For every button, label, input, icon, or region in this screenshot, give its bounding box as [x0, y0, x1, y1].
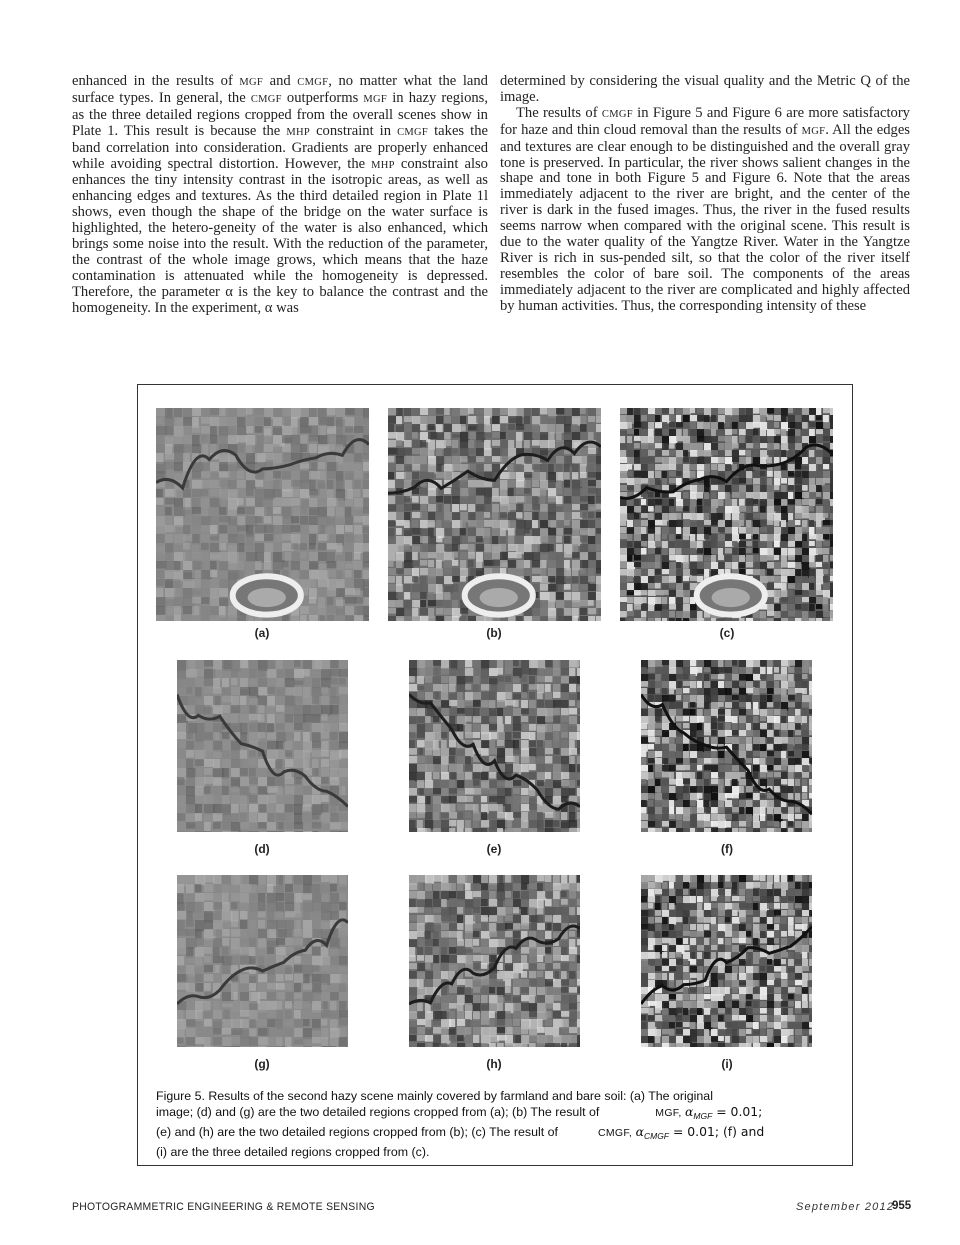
- text-line: immediately adjacent to the river are bright, and the center: [500, 186, 868, 203]
- text-line: in Figure 5 and Figure 6 are more: [632, 104, 839, 121]
- text-line: in hazy regions, as the three detailed regions cropped from: [72, 89, 488, 123]
- text-line: The results of: [516, 104, 602, 121]
- page-number: 955: [892, 1200, 912, 1212]
- satellite-image-e: [409, 660, 580, 832]
- figure-caption: [156, 1088, 822, 1160]
- text-line: CMGF: [397, 126, 429, 138]
- text-line: tone in both Figure 5 and Figure 6. Note that the areas: [566, 170, 911, 187]
- text-line: Yangtze River. Water in the Yangtze River is rich in sus-: [500, 234, 910, 266]
- text-line: the contrast of the whole image grows, which means that the: [72, 251, 455, 268]
- caption-line: [156, 1124, 822, 1144]
- text-line: of the river is dark in the fused images. Thus, the river in: [500, 186, 911, 219]
- caption-text: = 0.01; (f) and: [669, 1124, 765, 1139]
- text-line: geneity of the water is also enhanced, which brings some: [72, 220, 488, 253]
- text-line: the land surface types. In general, the: [72, 73, 488, 106]
- text-line: distinguished and the overall gray tone is preserved. In: [500, 138, 910, 171]
- text-line: color of bare soil. The components of the areas immediately: [500, 265, 910, 298]
- caption-line: [156, 1104, 822, 1124]
- satellite-image-h: [409, 875, 580, 1047]
- body-text-right-column: [500, 74, 910, 315]
- panel-label: (b): [486, 626, 502, 640]
- caption-text: image; (d) and (g) are the two detailed regions cropped from (a); (b) The result of: [156, 1105, 600, 1119]
- text-line: determined by considering the visual quality and the Metric: [500, 73, 856, 89]
- text-line: adjacent to the river are complicated and highly affected by: [500, 281, 910, 314]
- text-line: MHP: [371, 159, 395, 171]
- alpha-symbol: α: [635, 1124, 644, 1139]
- caption-text: = 0.01;: [712, 1104, 763, 1119]
- text-line: CMGF: [297, 77, 329, 88]
- text-line: MGF: [239, 77, 264, 88]
- text-line: MHP: [286, 126, 311, 138]
- text-line: detailed region in Plate 1l shows, even though the shape of: [72, 188, 489, 221]
- text-line: satisfactory for haze and thin cloud removal than the results: [500, 104, 910, 138]
- text-line: CMGF: [250, 93, 282, 105]
- satellite-image-b: [388, 408, 601, 621]
- caption-line: (i) are the three detailed regions cropped from (c).: [156, 1145, 430, 1159]
- panel-label: (h): [486, 1057, 502, 1071]
- text-line: enhanced in the results of: [72, 73, 240, 89]
- text-line: pended silt, so that the color of the river itself resembles the: [500, 249, 910, 282]
- text-line: of: [785, 121, 802, 138]
- caption-line: Figure 5. Results of the second hazy scene mainly covered by farmland and bare soil: (a) The original: [156, 1089, 713, 1103]
- text-line: constraint in: [310, 122, 398, 139]
- caption-text: CMGF,: [597, 1127, 633, 1139]
- text-line: the contrast and the homogeneity. In the experiment, α was: [72, 283, 488, 316]
- panel-label: (c): [719, 626, 735, 640]
- text-line: noise into the result. With the reduction of the parameter,: [148, 236, 488, 253]
- panel-label: (a): [254, 626, 270, 640]
- text-line: , no matter what: [328, 73, 432, 89]
- satellite-image-c: [620, 408, 833, 621]
- panel-label: (g): [254, 1057, 270, 1071]
- text-line: areas, as well as enhancing edges and textures. As the third: [72, 172, 488, 205]
- text-line: takes the band correlation into: [72, 122, 488, 156]
- body-text-left-column: [72, 74, 488, 317]
- alpha-subscript: CMGF: [643, 1131, 669, 1141]
- satellite-image-d: [177, 660, 348, 832]
- text-line: particular, the river shows salient changes in the shape and: [500, 154, 910, 187]
- text-line: and: [263, 73, 298, 89]
- text-line: constraint: [394, 155, 459, 172]
- panel-label: (e): [486, 842, 502, 856]
- caption-text: MGF,: [655, 1107, 682, 1119]
- text-line: human activities. Thus, the corresponding intensity of these: [518, 297, 867, 314]
- text-line: original scene. This result is due to the water quality of the: [500, 218, 910, 251]
- panel-label: (f): [721, 842, 733, 856]
- text-line: the overall scenes show in Plate 1. This result is because the: [72, 106, 488, 139]
- text-line: MGF: [801, 125, 826, 137]
- text-line: MGF: [363, 93, 388, 105]
- panel-label: (d): [254, 842, 270, 856]
- caption-text: (e) and (h) are the two detailed regions cropped from (b); (c) The result of: [156, 1125, 558, 1139]
- text-line: avoiding spectral distortion. However, the: [110, 155, 372, 172]
- satellite-image-g: [177, 875, 348, 1047]
- text-line: CMGF: [601, 108, 633, 120]
- issue-date: September 2012: [796, 1201, 895, 1213]
- text-line: Q of the image.: [500, 73, 910, 105]
- journal-name: PHOTOGRAMMETRIC ENGINEERING & REMOTE SENSING: [72, 1201, 375, 1213]
- alpha-symbol: α: [685, 1104, 694, 1119]
- satellite-image-i: [641, 875, 812, 1047]
- satellite-image-f: [641, 660, 812, 832]
- text-line: consideration. Gradients are properly enhanced while: [72, 139, 488, 172]
- panel-label: (i): [721, 1057, 733, 1071]
- text-line: haze contamination is attenuated while the homogeneity is: [72, 251, 488, 284]
- satellite-image-a: [156, 408, 369, 621]
- alpha-subscript: MGF: [693, 1111, 713, 1121]
- text-line: the fused results seems narrow when compared with the: [500, 202, 910, 235]
- text-line: also enhances the tiny intensity contrast in the isotropic: [72, 155, 488, 189]
- text-line: the bridge on the water surface is highlighted, the hetero-: [72, 204, 488, 237]
- text-line: depressed. Therefore, the parameter α is the key to balance: [72, 267, 488, 300]
- text-line: . All the edges and textures are clear enough to be: [500, 121, 910, 155]
- text-line: outperforms: [281, 89, 364, 106]
